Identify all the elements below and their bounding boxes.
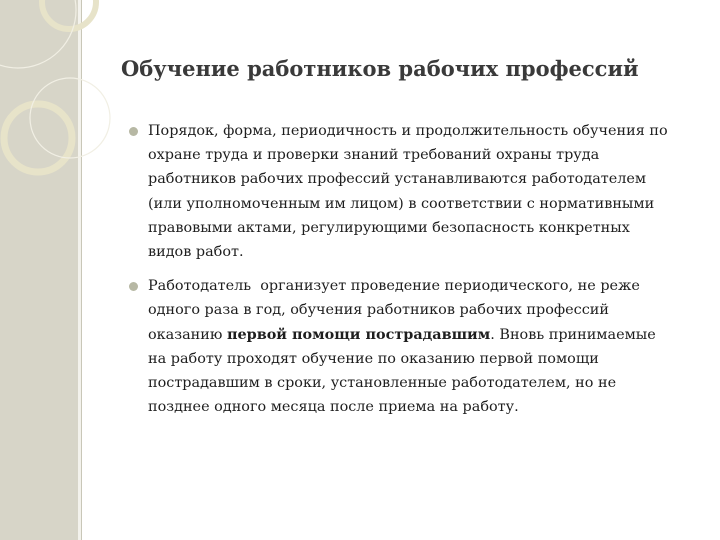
slide-title: Обучение работников рабочих профессий [121,56,639,81]
band-edge-line [81,0,82,540]
bullet-line: Порядок, форма, периодичность и продолжительность обучения по [148,123,668,139]
bullet-text: оказанию [148,326,227,343]
bullet-dot-icon [129,282,138,291]
bullet-line: пострадавшим в сроки, установленные работодателем, но не [148,375,617,392]
bullet-line-with-emphasis [148,323,686,347]
bullet-line: охране труда и проверки знаний требований охраны труда [148,147,600,164]
bullet-text: . Вновь принимаемые [490,326,656,343]
bullet-line: Работодатель организует проведение периодического, не реже [148,278,640,295]
bullet-line: видов работ. [148,244,244,261]
bullet-list [126,119,686,429]
title-separator [121,95,641,96]
bullet-line: правовыми актами, регулирующими безопасность конкретных [148,219,630,236]
bullet-line: на работу проходят обучение по оказанию первой помощи [148,350,599,367]
bullet-line: позднее одного месяца после приема на работу. [148,399,519,416]
bullet-item-training-procedure [126,119,686,264]
left-decorative-band [0,0,78,540]
bullet-line: работников рабочих профессий устанавливаются работодателем [148,171,647,188]
bullet-dot-icon [129,127,138,136]
first-aid-emphasis: первой помощи пострадавшим [226,325,491,343]
bullet-line: одного раза в год, обучения работников рабочих профессий [148,302,609,319]
bullet-item-first-aid-training [126,274,686,419]
bullet-line: (или уполномоченным им лицом) в соответствии с нормативными [148,195,655,212]
